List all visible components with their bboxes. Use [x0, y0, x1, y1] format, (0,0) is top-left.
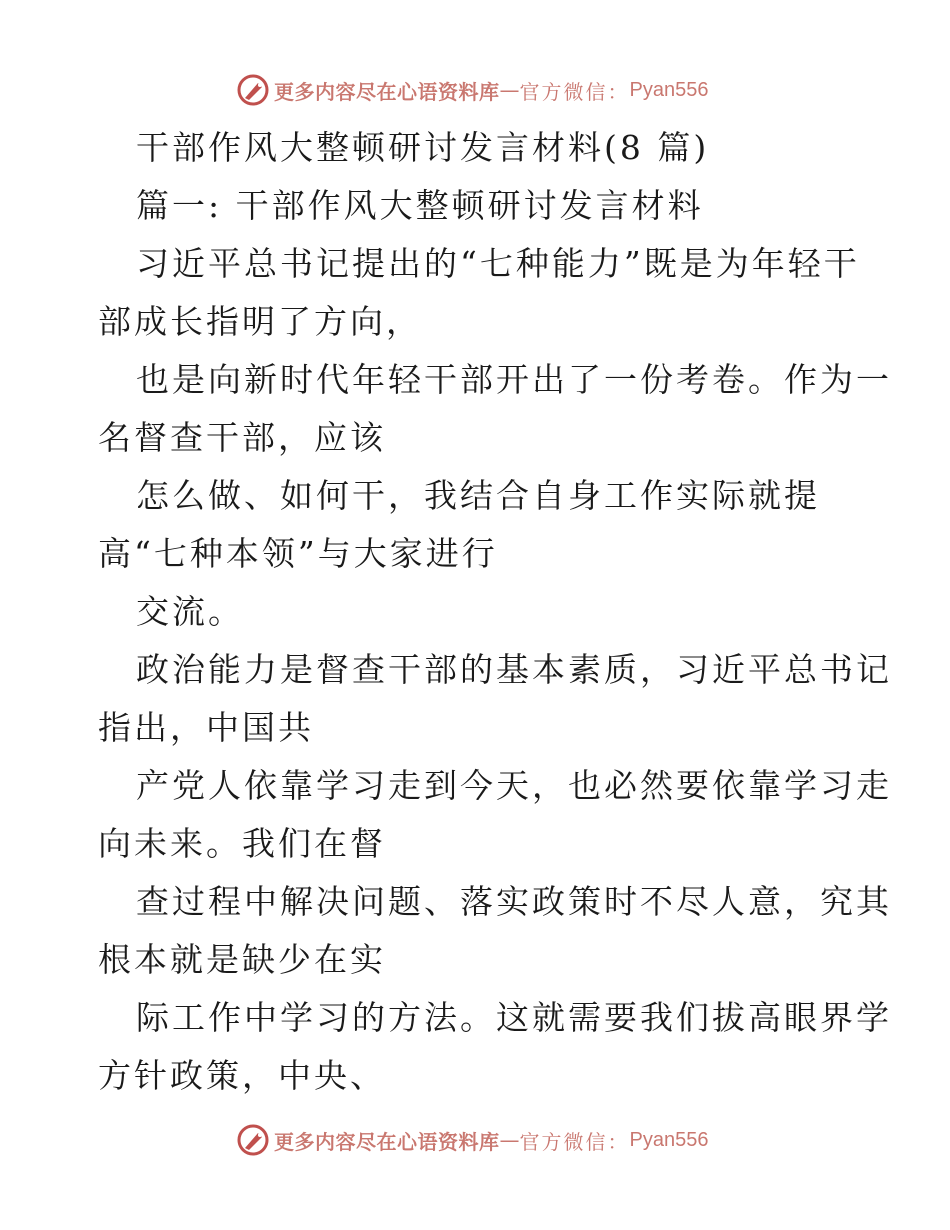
document-title: 干部作风大整顿研讨发言材料(8 篇): [136, 128, 710, 167]
paragraph-line: 部成长指明了方向，: [98, 302, 422, 341]
paragraph-line: 习近平总书记提出的“七种能力”既是为年轻干: [136, 244, 860, 283]
paragraph-line: 指出，中国共: [98, 708, 314, 747]
section-heading: 篇一: 干部作风大整顿研讨发言材料: [136, 186, 704, 225]
paragraph-line: 产党人依靠学习走到今天，也必然要依靠学习走: [136, 766, 892, 805]
watermark-dash: —: [499, 1128, 520, 1152]
pen-logo-icon: [236, 1123, 270, 1157]
header-watermark: [236, 72, 708, 108]
footer-watermark: [236, 1122, 708, 1158]
watermark-brand-text: 更多内容尽在心语资料库: [274, 79, 500, 104]
pen-logo-icon: [236, 73, 270, 107]
watermark-official-label: 官方微信：: [519, 1129, 630, 1154]
watermark-brand-text: 更多内容尽在心语资料库: [274, 1129, 500, 1154]
paragraph-line: 查过程中解决问题、落实政策时不尽人意，究其: [136, 882, 892, 921]
watermark-wechat-id: Pyan556: [629, 1128, 709, 1151]
paragraph-line: 也是向新时代年轻干部开出了一份考卷。作为一: [136, 360, 892, 399]
watermark-official-label: 官方微信：: [519, 79, 630, 104]
paragraph-line: 怎么做、如何干，我结合自身工作实际就提: [136, 476, 820, 515]
paragraph-line: 高“七种本领”与大家进行: [98, 534, 498, 573]
paragraph-line: 方针政策，中央、: [98, 1056, 386, 1095]
paragraph-line: 向未来。我们在督: [98, 824, 386, 863]
watermark-wechat-id: Pyan556: [629, 78, 709, 101]
paragraph-line: 政治能力是督查干部的基本素质，习近平总书记: [136, 650, 892, 689]
paragraph-line: 交流。: [136, 592, 244, 631]
watermark-dash: —: [499, 78, 520, 102]
paragraph-line: 名督查干部，应该: [98, 418, 386, 457]
paragraph-line: 根本就是缺少在实: [98, 940, 386, 979]
paragraph-line: 际工作中学习的方法。这就需要我们拔高眼界学: [136, 998, 892, 1037]
